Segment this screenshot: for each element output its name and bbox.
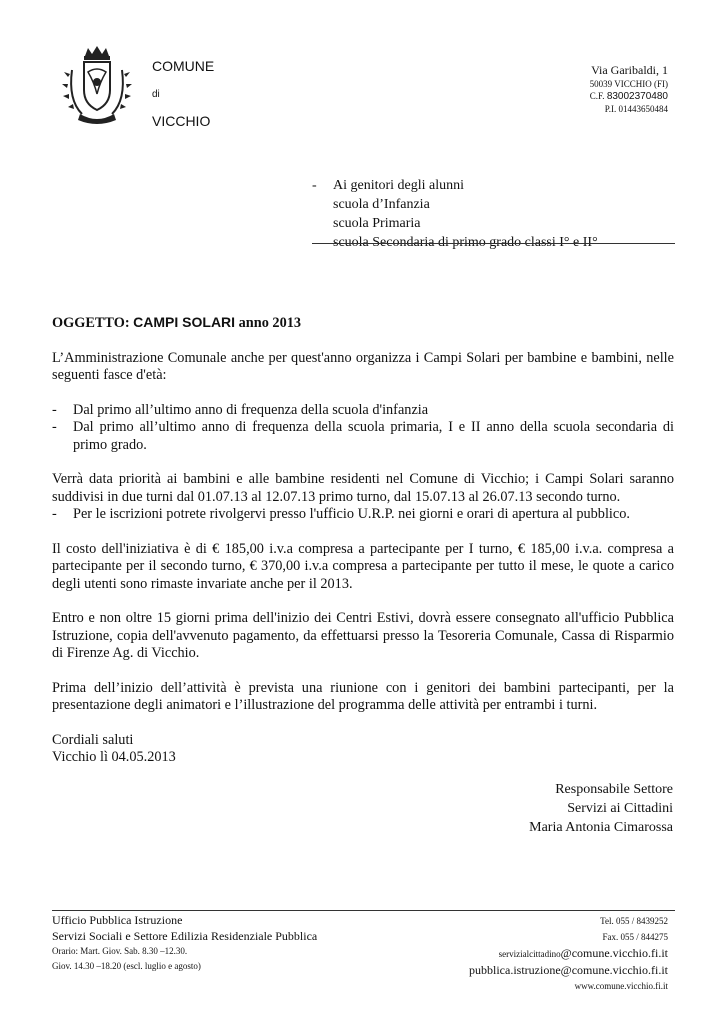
recipient-line: scuola Secondaria di primo grado classi I° e II° <box>333 235 598 250</box>
meeting-paragraph: Prima dell’inizio dell’attività è prevista una riunione con i genitori dei bambini partecipanti, per la presentazione degli animatori e l’illustrazione del programma delle attività per entrambi i turni. <box>52 679 674 713</box>
closing-greeting: Cordiali saluti <box>52 731 134 748</box>
payment-paragraph: Entro e non oltre 15 giorni prima dell'inizio dei Centri Estivi, dovrà essere consegnato all'ufficio Pubblica Istruzione, copia dell'avvenuto pagamento, da effettuarsi presso la Tesoreria Comunale, Cassa di Risparmio di Firenze Ag. di Vicchio. <box>52 610 674 661</box>
address-street: Via Garibaldi, 1 <box>591 63 668 77</box>
subject-year: anno 2013 <box>238 315 302 331</box>
footer-email-cittadino[interactable] <box>469 945 668 962</box>
footer-fax: Fax. 055 / 844275 <box>602 932 668 942</box>
partita-iva: P.I. 01443650484 <box>604 104 668 114</box>
footer-divider <box>52 910 675 911</box>
recipient-line: Ai genitori degli alunni <box>333 178 465 193</box>
age-group-list <box>52 402 674 455</box>
footer-office: Ufficio Pubblica Istruzione <box>52 913 183 927</box>
signature-name: Maria Antonia Cimarossa <box>529 820 673 835</box>
list-item: - Per le iscrizioni potrete rivolgervi presso l'ufficio U.R.P. nei giorni e orari di apertura al pubblico. <box>52 506 674 524</box>
place-date: Vicchio lì 04.05.2013 <box>52 749 176 765</box>
subject-title: CAMPI SOLARI <box>133 314 236 330</box>
di-label: di <box>152 89 160 100</box>
list-item: - Dal primo all’ultimo anno di frequenza della scuola primaria, I e II anno della scuola secondaria di primo grado. <box>52 419 674 454</box>
recipients-block <box>312 176 598 252</box>
signature-block <box>529 780 673 837</box>
signature-role: Responsabile Settore <box>555 782 673 797</box>
recipients-dash: - <box>312 178 317 193</box>
subject-line <box>52 314 674 333</box>
municipal-address-block <box>590 62 668 115</box>
recipients-underline <box>312 243 675 244</box>
address-city: 50039 VICCHIO (FI) <box>589 79 668 89</box>
email-domain: @comune.vicchio.fi.it <box>560 946 668 960</box>
letter-body <box>52 314 674 767</box>
subject-label: OGGETTO: <box>52 315 130 331</box>
footer-hours-2: Giov. 14.30 –18.20 (escl. luglio e agosto) <box>52 961 201 971</box>
footer-email-istruzione[interactable]: pubblica.istruzione@comune.vicchio.fi.it <box>469 963 668 977</box>
codice-fiscale <box>590 90 668 103</box>
footer-office-info <box>52 912 317 974</box>
footer-contacts <box>469 913 668 994</box>
cf-label: C.F. <box>589 91 605 101</box>
footer-website[interactable]: www.comune.vicchio.fi.it <box>574 981 668 991</box>
footer-services: Servizi Sociali e Settore Edilizia Residenziale Pubblica <box>52 929 318 943</box>
recipient-line: scuola Primaria <box>333 216 421 231</box>
signature-dept: Servizi ai Cittadini <box>567 801 673 816</box>
list-item: - Dal primo all’ultimo anno di frequenza della scuola d'infanzia <box>52 402 674 420</box>
enrollment-list <box>52 506 674 524</box>
city-label: VICCHIO <box>152 113 211 129</box>
cf-value: 83002370480 <box>606 91 668 102</box>
email-user: servizialcittadino <box>498 949 561 959</box>
footer-tel: Tel. 055 / 8439252 <box>600 916 668 926</box>
intro-paragraph: L’Amministrazione Comunale anche per quest'anno organizza i Campi Solari per bambine e bambini, nelle seguenti fasce d'età: <box>52 349 674 383</box>
cost-paragraph: Il costo dell'iniziativa è di € 185,00 i.v.a compresa a partecipante per I turno, € 185,00 i.v.a. compresa a partecipante per il secondo turno, € 370,00 i.v.a compresa a partecipante per tutto il mese, le quote a carico degli utenti sono rimaste invariate anche per il 2013. <box>52 540 674 592</box>
footer-hours-1: Orario: Mart. Giov. Sab. 8.30 –12.30. <box>52 946 188 956</box>
priority-paragraph: Verrà data priorità ai bambini e alle bambine residenti nel Comune di Vicchio; i Campi Solari saranno suddivisi in due turni dal 01.07.13 al 12.07.13 primo turno, dal 15.07.13 al 26.07.13 secondo turno. <box>52 471 674 505</box>
municipal-crest-logo <box>60 44 134 128</box>
recipient-line: scuola d’Infanzia <box>333 197 430 212</box>
comune-label: COMUNE <box>152 58 215 74</box>
